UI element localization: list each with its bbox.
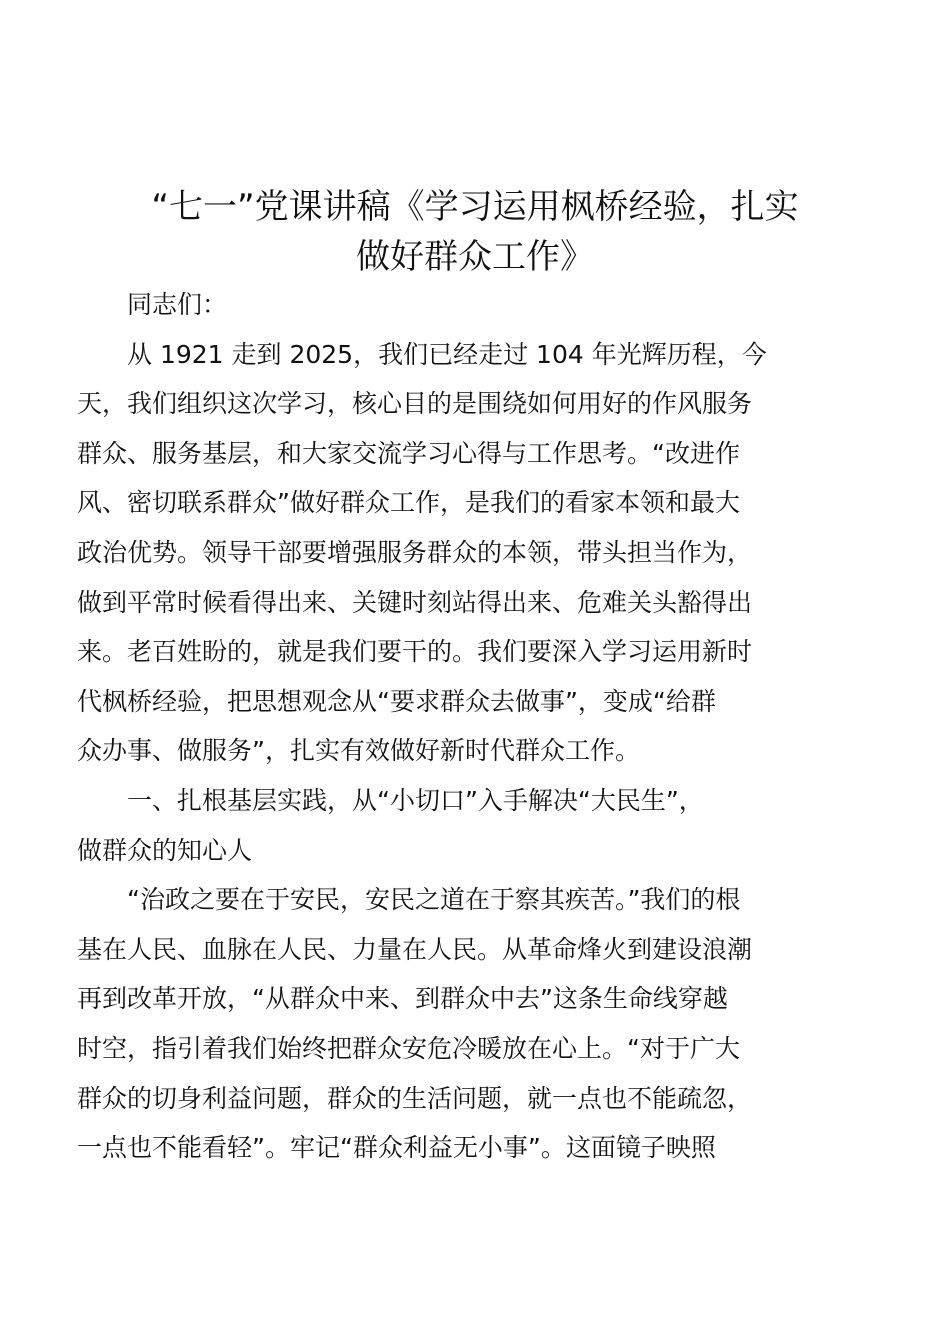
text-line: 时空，指引着我们始终把群众安危冷暖放在心上。“对于广大 xyxy=(77,1033,740,1063)
text-line: 群众、服务基层，和大家交流学习心得与工作思考。“改进作 xyxy=(77,438,740,468)
title-line-1: “七一”党课讲稿《学习运用枫桥经验，扎实 xyxy=(151,187,799,227)
text-line: 政治优势。领导干部要增强服务群众的本领，带头担当作为， xyxy=(77,537,753,567)
section-heading-1 xyxy=(77,776,837,875)
section-1-paragraph xyxy=(77,875,837,1173)
text-line: 基在人民、血脉在人民、力量在人民。从革命烽火到建设浪潮 xyxy=(77,934,753,964)
text-line: 做群众的知心人 xyxy=(77,835,253,865)
text-line: 一、扎根基层实践，从“小切口”入手解决“大民生”， xyxy=(127,785,704,815)
text-line: “治政之要在于安民，安民之道在于察其疾苦。”我们的根 xyxy=(127,885,741,915)
salutation-paragraph xyxy=(127,280,837,330)
text-line: 风、密切联系群众”做好群众工作，是我们的看家本领和最大 xyxy=(77,488,740,518)
text-line: 群众的切身利益问题，群众的生活问题，就一点也不能疏忽， xyxy=(77,1083,753,1113)
text-line: 代枫桥经验，把思想观念从“要求群众去做事”，变成“给群 xyxy=(77,686,716,716)
document-title xyxy=(110,182,840,282)
text-line: 同志们： xyxy=(127,290,228,319)
intro-paragraph xyxy=(77,330,837,776)
text-line: 来。老百姓盼的，就是我们要干的。我们要深入学习运用新时 xyxy=(77,637,753,667)
document-body xyxy=(77,280,837,1173)
title-line-2: 做好群众工作》 xyxy=(356,237,594,277)
text-line: 做到平常时候看得出来、关键时刻站得出来、危难关头豁得出 xyxy=(77,587,753,617)
text-line: 从 1921 走到 2025，我们已经走过 104 年光辉历程，今 xyxy=(127,339,767,369)
text-line: 天，我们组织这次学习，核心目的是围绕如何用好的作风服务 xyxy=(77,389,753,419)
text-line: 再到改革开放，“从群众中来、到群众中去”这条生命线穿越 xyxy=(77,984,728,1014)
text-line: 众办事、做服务”，扎实有效做好新时代群众工作。 xyxy=(77,736,640,766)
text-line: 一点也不能看轻”。牢记“群众利益无小事”。这面镜子映照 xyxy=(77,1133,716,1163)
